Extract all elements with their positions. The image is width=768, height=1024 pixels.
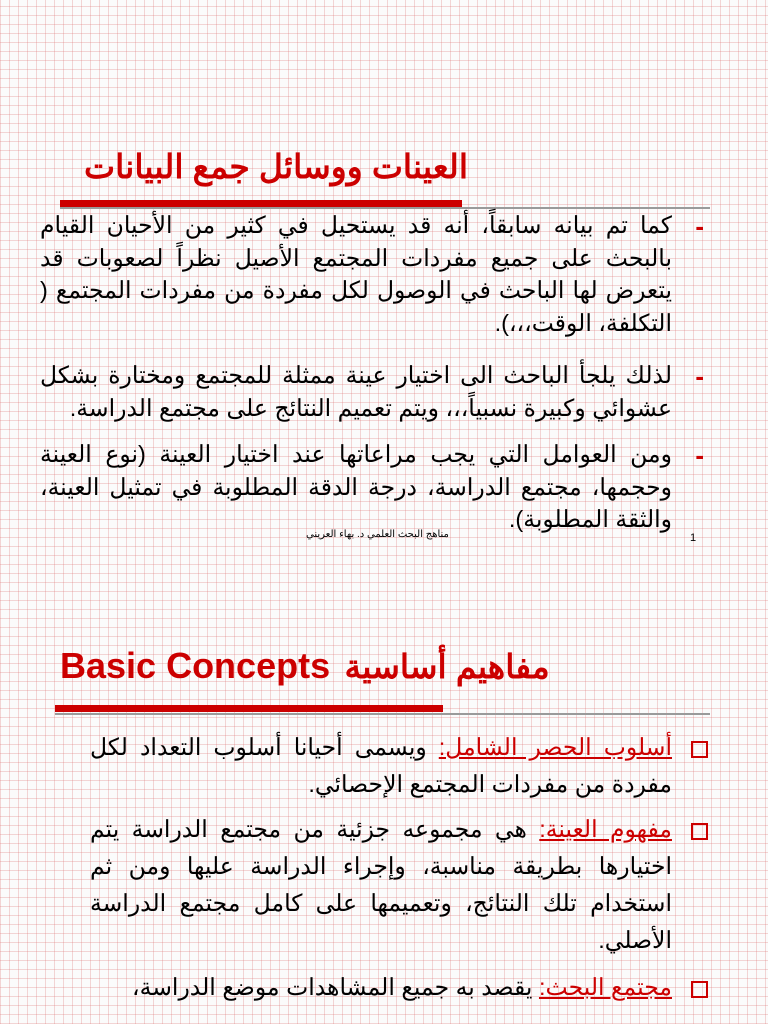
concept-term: مجتمع البحث: <box>538 974 672 1000</box>
concept-text <box>90 969 672 1006</box>
square-bullet-icon <box>691 741 708 758</box>
bullet-text: ومن العوامل التي يجب مراعاتها عند اختيار العينة (نوع العينة وحجمها، مجتمع الدراسة، درجة الدقة المطلوبة في تمثيل العينة، والثقة المطلوبة). <box>40 441 672 532</box>
concept-term: مفهوم العينة: <box>539 816 672 842</box>
title-arabic: مفاهيم أساسية <box>344 648 550 685</box>
title-underline <box>60 200 462 207</box>
dash-bullet-icon: - <box>695 440 704 470</box>
dash-bullet-icon: - <box>695 211 704 241</box>
square-bullet-icon <box>691 823 708 840</box>
concept-term: أسلوب الحصر الشامل: <box>438 734 672 760</box>
slide-title <box>60 645 550 687</box>
page-number: 1 <box>690 532 697 544</box>
footer-text: مناهج البحث العلمي د. بهاء العريني <box>306 529 449 540</box>
concept-text <box>90 811 672 959</box>
divider-line <box>55 713 710 715</box>
concept-definition: ويسمى أحيانا أسلوب التعداد لكل مفردة من مفردات المجتمع الإحصائي. <box>90 734 672 797</box>
concept-text <box>90 729 672 803</box>
slide-2 <box>0 590 768 1024</box>
slide-title: العينات ووسائل جمع البيانات <box>84 148 468 185</box>
dash-bullet-icon: - <box>695 361 704 391</box>
title-english: Basic Concepts <box>60 645 331 686</box>
concept-definition: يقصد به جميع المشاهدات موضع الدراسة، <box>132 974 539 1000</box>
square-bullet-icon <box>691 981 708 998</box>
concept-definition: هي مجموعه جزئية من مجتمع الدراسة يتم اختيارها بطريقة مناسبة، وإجراء الدراسة عليها ومن ثم استخدام تلك النتائج، وتعميمها على كامل مجتمع الدراسة الأصلي. <box>90 816 672 953</box>
title-underline <box>55 705 443 712</box>
bullet-text: لذلك يلجأ الباحث الى اختيار عينة ممثلة للمجتمع ومختارة بشكل عشوائي وكبيرة نسبياً،،، ويتم تعميم النتائج على مجتمع الدراسة. <box>40 362 672 421</box>
bullet-text: كما تم بيانه سابقاً، أنه قد يستحيل في كثير من الأحيان القيام بالبحث على جميع مفردات المجتمع الأصيل نظراً لصعوبات قد يتعرض لها الباحث في الوصول لكل مفردة من مفردات المجتمع ( التكلفة، الوقت،،،). <box>40 212 672 336</box>
